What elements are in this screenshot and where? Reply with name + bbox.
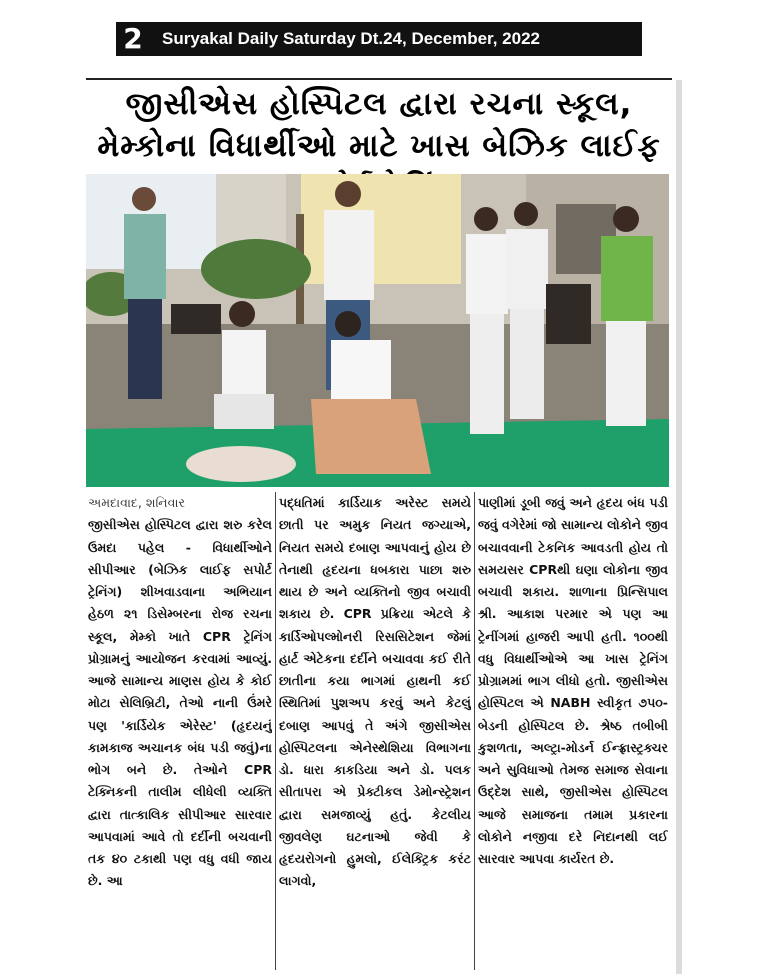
- article-column-3: [478, 492, 668, 970]
- top-rule: [86, 78, 672, 80]
- cpr-training-photo: [86, 174, 669, 487]
- column-2-text: પદ્ધતિમાં કાર્ડિયાક અરેસ્ટ સમયે છાતી પર અમુક નિયત જગ્યાએ, નિયત સમયે દબાણ આપવાનું હોય છે તેનાથી હૃદયના ધબકારા પાછા શરુ થાય છે અને વ્યક્તિનો જીવ બચાવી શકાય છે. CPR પ્રક્રિયા એટલે કે કાર્ડિઓપલ્મોનરી રિસસિટેશન જેમાં હાર્ટ એટેકના દર્દીને બચાવવા કઈ રીતે છાતીના કયા ભાગમાં હાથની કઈ સ્થિતિમાં પુશઅપ કરવું અને કેટલું દબાણ આપવું તે અંગે જીસીએસ હોસ્પિટલના એનેસ્થેશિયા વિભાગના ડો. ધારા કાકડિયા અને ડો. પલક સીતાપરા એ પ્રેક્ટીકલ ડેમોન્સ્ટ્રેશન દ્વારા સમજાવ્યું હતું. કેટલીય જીવલેણ ઘટનાઓ જેવી કે હૃદયરોગનો હુમલો, ઈલેક્ટ્રિક કરંટ લાગવો,: [279, 495, 471, 889]
- column-1-text: જીસીએસ હોસ્પિટલ દ્વારા શરુ કરેલ ઉમદા પહેલ - વિધાર્થીઓને સીપીઆર (બેઝિક લાઈફ સપોર્ટ ટ્રેનિંગ) શીખવાડવાના અભિયાન હેઠળ ૨૧ ડિસેમ્બરના રોજ રચના સ્કૂલ, મેમ્કો ખાતે CPR ટ્રેનિંગ પ્રોગ્રામનું આયોજન કરવામાં આવ્યું. આજે સામાન્ય માણસ હોય કે કોઈ મોટા સેલિબ્રિટી, તેઓ નાની ઉંમરે પણ 'કાર્ડિયેક એરેસ્ટ' (હૃદયનું કામકાજ અચાનક બંધ પડી જવું)ના ભોગ બને છે. તેઓને CPR ટેક્નિકની તાલીમ લીધેલી વ્યક્તિ દ્વારા તાત્કાલિક સીપીઆર સારવાર આપવામાં આવે તો દર્દીની બચવાની તક ૪૦ ટકાથી પણ વધુ વધી જાય છે. આ: [88, 517, 272, 889]
- adjacent-page-edge: [676, 80, 682, 974]
- column-3-text: પાણીમાં ડૂબી જવું અને હૃદય બંધ પડી જવું વગેરેમાં જો સામાન્ય લોકોને જીવ બચાવવાની ટેકનિક આવડતી હોય તો સમયસર CPRથી ઘણા લોકોના જીવ બચાવી શકાય. શાળાના પ્રિન્સિપાલ શ્રી. આકાશ પરમાર એ પણ આ ટ્રેનીંગમાં હાજરી આપી હતી. ૧૦૦થી વધુ વિધાર્થીઓએ આ ખાસ ટ્રેનિંગ પ્રોગ્રામમાં ભાગ લીધો હતો. જીસીએસ હોસ્પિટલ એ NABH સ્વીકૃત ૭૫૦-બેડની હોસ્પિટલ છે. શ્રેષ્ઠ તબીબી કુશળતા, અલ્ટ્રા-મોડર્ન ઈન્ફ્રાસ્ટ્રક્ચર અને સુવિધાઓ તેમજ સમાજ સેવાના ઉદ્દેશ સાથે, જીસીએસ હોસ્પિટલ આજે સમાજના તમામ પ્રકારના લોકોને નજીવા દરે નિદાનથી લઈ સારવાર આપવા કાર્યરત છે.: [478, 495, 668, 866]
- column-divider: [275, 492, 276, 970]
- article-column-1: [88, 492, 272, 970]
- article-column-2: [279, 492, 471, 970]
- news-photo: [86, 174, 669, 487]
- page-number: 2: [116, 22, 150, 56]
- column-divider: [474, 492, 475, 970]
- newspaper-masthead: Suryakal Daily Saturday Dt.24, December, 2022: [150, 22, 642, 56]
- article-headline: જીસીએસ હોસ્પિટલ દ્વારા રચના સ્કૂલ, મેમ્કોના વિધાર્થીઓ માટે ખાસ બેઝિક લાઈફ: [97, 86, 661, 164]
- article-dateline: અમદાવાદ, શનિવાર: [88, 495, 185, 510]
